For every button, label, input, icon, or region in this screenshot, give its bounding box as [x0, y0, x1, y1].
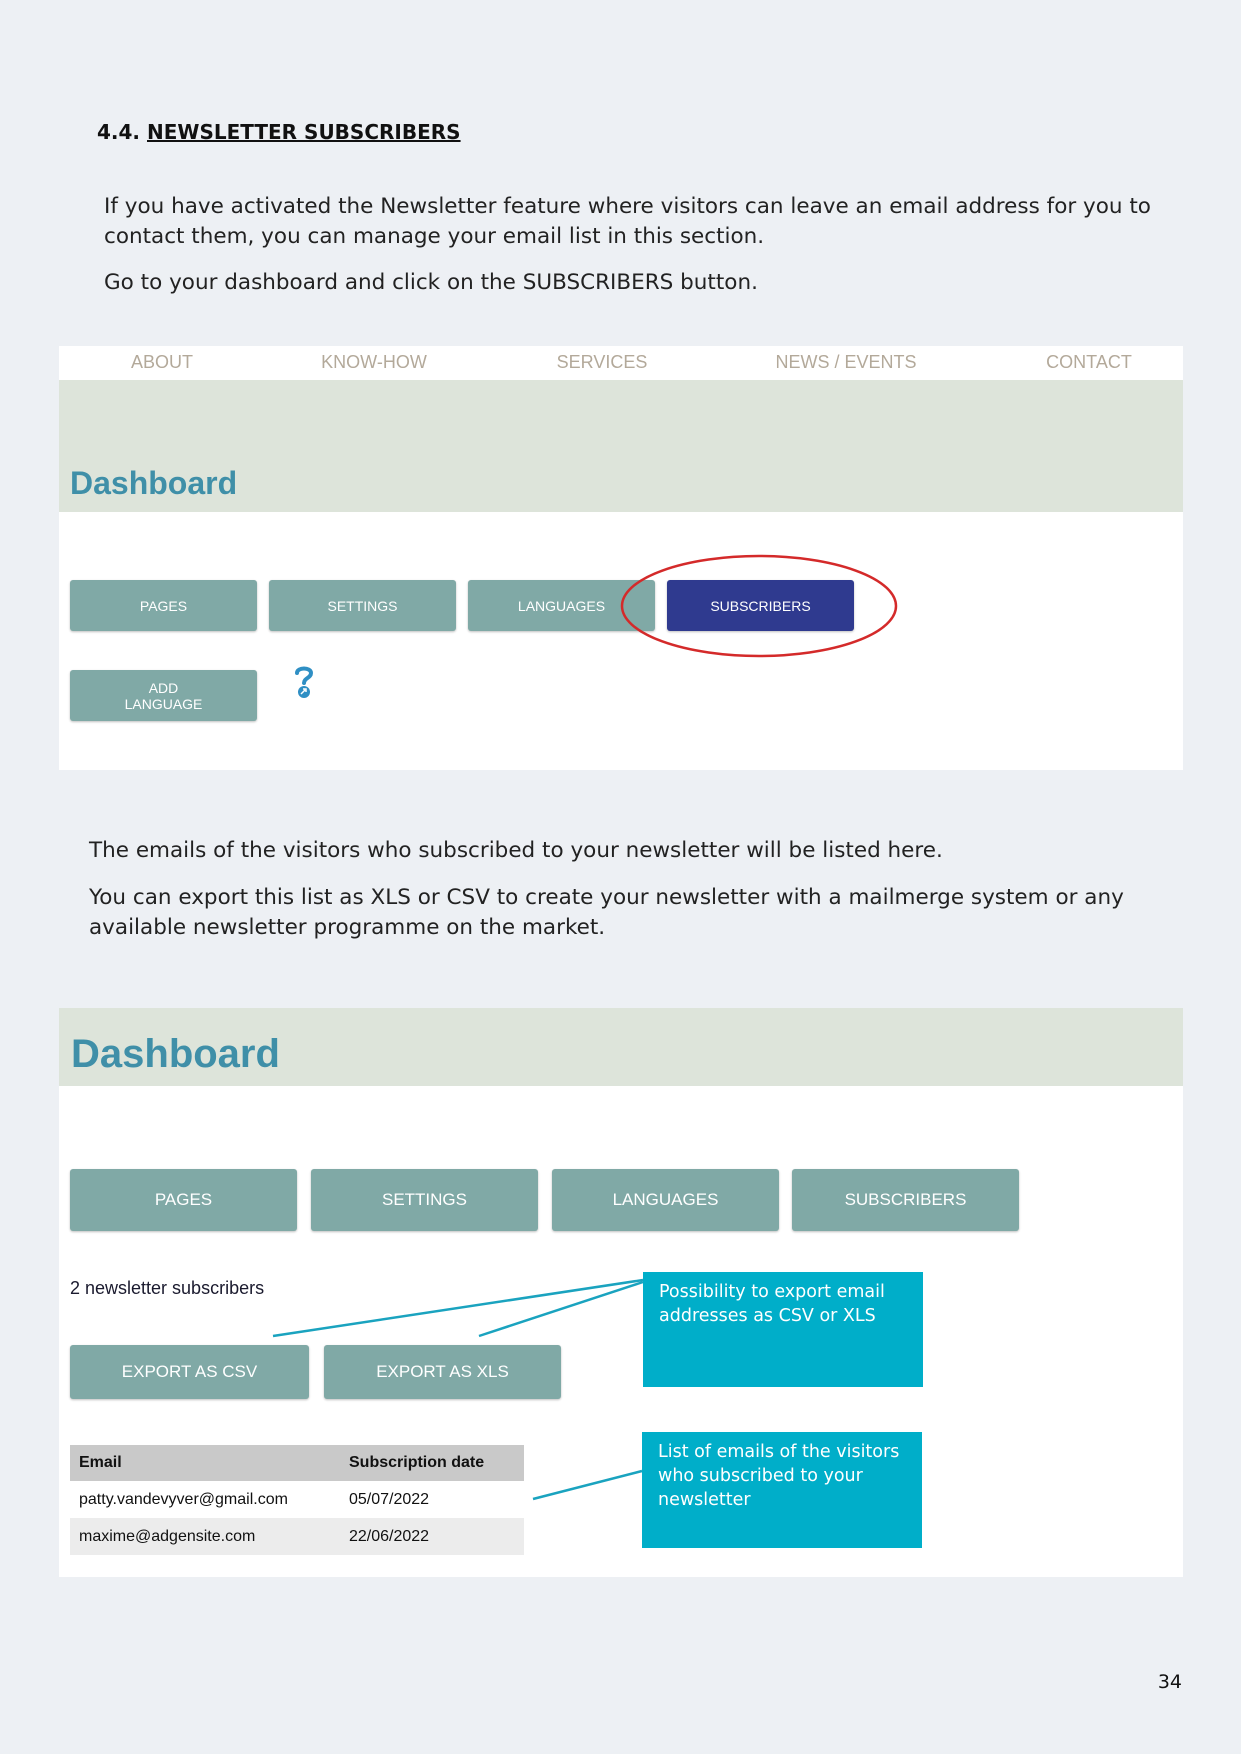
email-column-header: Email	[70, 1445, 340, 1481]
nav-know-how[interactable]: KNOW-HOW	[321, 352, 427, 372]
languages-button[interactable]: LANGUAGES	[468, 580, 655, 631]
subscribers-button[interactable]: SUBSCRIBERS	[792, 1169, 1019, 1231]
intro-paragraph-2: Go to your dashboard and click on the SUBSCRIBERS button.	[104, 270, 758, 295]
settings-button[interactable]: SETTINGS	[269, 580, 456, 631]
intro-paragraph-1: If you have activated the Newsletter feature where visitors can leave an email address for you to contact them, you can manage your email list in this section.	[104, 194, 1151, 249]
nav-news-events[interactable]: NEWS / EVENTS	[775, 352, 917, 372]
table-row	[70, 1481, 524, 1518]
subscriber-email: maxime@adgensite.com	[70, 1518, 340, 1555]
subscribers-button[interactable]: SUBSCRIBERS	[667, 580, 854, 631]
dashboard-screenshot-1	[59, 346, 1183, 770]
nav-services[interactable]: SERVICES	[556, 352, 648, 372]
pages-button[interactable]: PAGES	[70, 1169, 297, 1231]
middle-paragraph-1: The emails of the visitors who subscribed to your newsletter will be listed here.	[89, 838, 943, 863]
nav-contact[interactable]: CONTACT	[1046, 352, 1132, 372]
subscribers-table	[70, 1445, 524, 1555]
section-title: NEWSLETTER SUBSCRIBERS	[147, 120, 461, 144]
export-callout: Possibility to export email addresses as CSV or XLS	[643, 1272, 923, 1387]
table-header-row	[70, 1445, 524, 1481]
add-language-button[interactable]	[70, 670, 257, 721]
table-row	[70, 1518, 524, 1555]
middle-paragraph-2: You can export this list as XLS or CSV to create your newsletter with a mailmerge system or any available newsletter programme on the market.	[89, 885, 1124, 940]
section-number: 4.4.	[97, 120, 141, 144]
question-mark-icon[interactable]	[291, 664, 317, 700]
highlight-ellipse	[620, 554, 898, 658]
section-heading	[97, 120, 461, 144]
dashboard-title: Dashboard	[70, 465, 238, 501]
dashboard-banner	[59, 380, 1183, 512]
add-language-label: ADD LANGUAGE	[124, 679, 203, 712]
site-navbar	[59, 346, 1183, 380]
settings-button[interactable]: SETTINGS	[311, 1169, 538, 1231]
export-xls-button[interactable]: EXPORT AS XLS	[324, 1345, 561, 1399]
subscriber-count: 2 newsletter subscribers	[70, 1278, 265, 1298]
list-callout: List of emails of the visitors who subscribed to your newsletter	[642, 1432, 922, 1548]
nav-about[interactable]: ABOUT	[130, 352, 194, 372]
pages-button[interactable]: PAGES	[70, 580, 257, 631]
page-number: 34	[1157, 1671, 1182, 1693]
subscription-date: 22/06/2022	[340, 1518, 524, 1555]
dashboard-screenshot-2	[59, 1008, 1183, 1577]
subscriber-email: patty.vandevyver@gmail.com	[79, 1490, 288, 1508]
dashboard-banner	[59, 1008, 1183, 1086]
date-column-header: Subscription date	[340, 1445, 524, 1481]
languages-button[interactable]: LANGUAGES	[552, 1169, 779, 1231]
subscription-date: 05/07/2022	[349, 1490, 430, 1508]
dashboard-title: Dashboard	[71, 1032, 280, 1076]
export-csv-button[interactable]: EXPORT AS CSV	[70, 1345, 309, 1399]
